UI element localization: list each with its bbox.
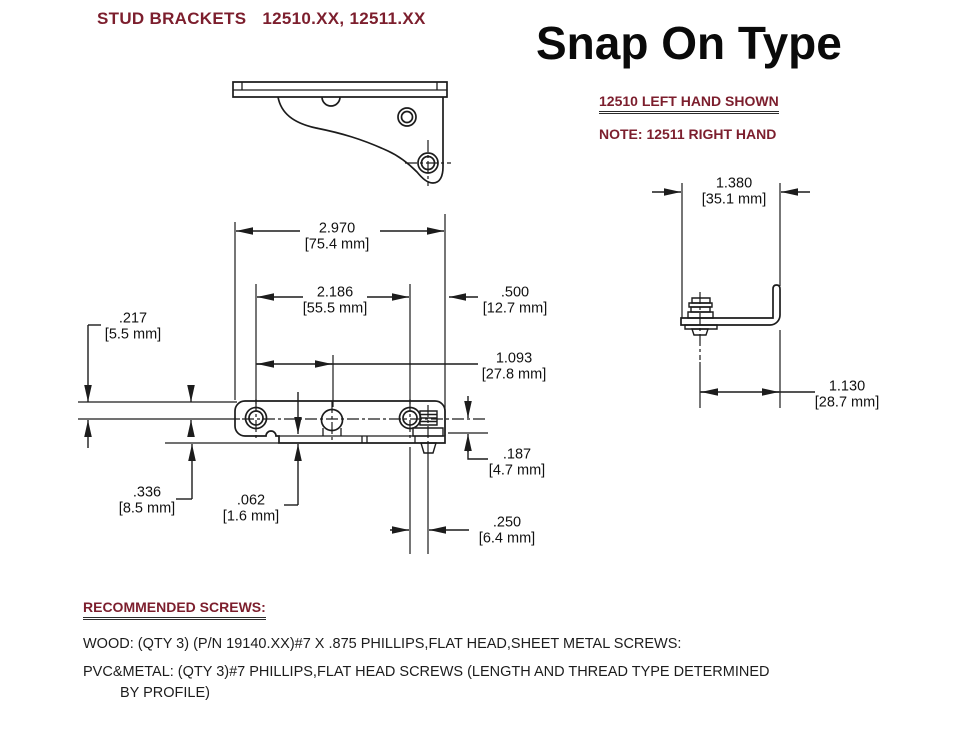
- wood-screws-note: WOOD: (QTY 3) (P/N 19140.XX)#7 X .875 PHILLIPS,FLAT HEAD,SHEET METAL SCREWS:: [83, 636, 682, 652]
- side-view-l-profile: [681, 285, 780, 325]
- pvc-metal-screws-note-line2: BY PROFILE): [120, 685, 210, 701]
- dim-hole-spacing: 2.186 [55.5 mm]: [302, 284, 368, 316]
- side-view-drawing: [652, 183, 815, 408]
- dim-side-width: 1.380 [35.1 mm]: [701, 175, 767, 207]
- pvc-metal-screws-note-line1: PVC&METAL: (QTY 3)#7 PHILLIPS,FLAT HEAD SCREWS (LENGTH AND THREAD TYPE DETERMINED: [83, 664, 770, 680]
- hand-shown-note: 12510 LEFT HAND SHOWN: [599, 93, 779, 114]
- dim-bottom-offset: .336 [8.5 mm]: [118, 484, 176, 516]
- top-view-drawing: [233, 82, 451, 186]
- recommended-screws-heading: RECOMMENDED SCREWS:: [83, 599, 266, 620]
- page-title-text: STUD BRACKETS: [97, 9, 247, 28]
- top-view-gusset-plate: [278, 97, 443, 183]
- dim-flange-drop: .187 [4.7 mm]: [488, 446, 546, 478]
- right-hand-note: NOTE: 12511 RIGHT HAND: [599, 126, 777, 142]
- part-numbers: 12510.XX, 12511.XX: [262, 9, 426, 28]
- dim-right-offset: .500 [12.7 mm]: [482, 284, 548, 316]
- side-view-stud: [685, 298, 717, 335]
- product-type-label: Snap On Type: [536, 17, 842, 69]
- dim-flange-thickness: .062 [1.6 mm]: [222, 492, 280, 524]
- dim-half-hole-spacing: 1.093 [27.8 mm]: [481, 350, 547, 382]
- dim-side-depth: 1.130 [28.7 mm]: [814, 378, 880, 410]
- page-title: [97, 9, 426, 29]
- dim-overall-width: 2.970 [75.4 mm]: [304, 220, 370, 252]
- dim-stud-offset: .250 [6.4 mm]: [478, 514, 536, 546]
- dim-top-offset: .217 [5.5 mm]: [104, 310, 162, 342]
- top-view-notch: [322, 97, 340, 106]
- side-view-dimension-lines: [652, 192, 815, 392]
